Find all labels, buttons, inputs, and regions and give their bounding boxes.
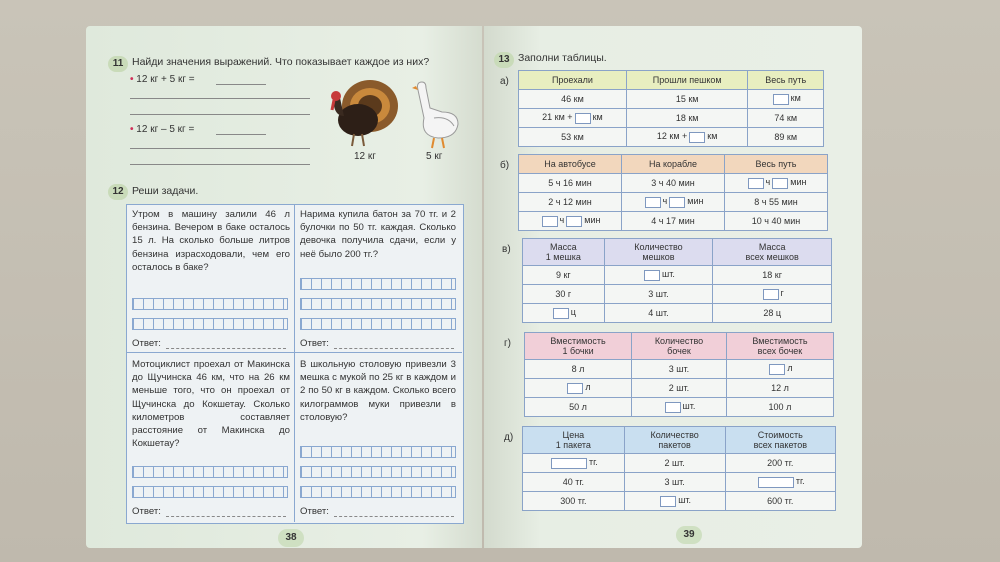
solution-grid[interactable] bbox=[132, 298, 288, 310]
answer-label: Ответ: bbox=[132, 338, 161, 349]
table-cell: 8 л bbox=[525, 360, 632, 379]
table-cell: ц bbox=[523, 304, 605, 323]
solution-grid[interactable] bbox=[300, 466, 456, 478]
solution-grid[interactable] bbox=[300, 446, 456, 458]
table-header: Количество мешков bbox=[604, 239, 713, 266]
answer-box[interactable] bbox=[542, 216, 558, 227]
task-11-number: 11 bbox=[108, 56, 128, 72]
table-header: Проехали bbox=[519, 71, 627, 90]
table-cell: тг. bbox=[523, 454, 625, 473]
table-cell: 100 л bbox=[726, 398, 833, 417]
table-cell: 89 км bbox=[748, 128, 824, 147]
table-cell: ч мин bbox=[725, 174, 828, 193]
table-cell: 40 тг. bbox=[523, 473, 625, 492]
table-cell: 74 км bbox=[748, 109, 824, 128]
answer-line[interactable] bbox=[166, 348, 286, 349]
table-cell: 12 км + км bbox=[626, 128, 748, 147]
answer-box[interactable] bbox=[553, 308, 569, 319]
solution-grid[interactable] bbox=[132, 466, 288, 478]
table-cell: 4 ч 17 мин bbox=[622, 212, 725, 231]
table-cell: г bbox=[713, 285, 832, 304]
table-cell: ч мин bbox=[622, 193, 725, 212]
table-cell: 9 кг bbox=[523, 266, 605, 285]
table-cell: 2 шт. bbox=[632, 379, 727, 398]
table-header: На автобусе bbox=[519, 155, 622, 174]
answer-box[interactable] bbox=[660, 496, 676, 507]
goose-illustration bbox=[412, 78, 462, 150]
table-header: Масса 1 мешка bbox=[523, 239, 605, 266]
answer-box[interactable] bbox=[575, 113, 591, 124]
table-cell: л bbox=[525, 379, 632, 398]
answer-line[interactable] bbox=[130, 98, 310, 99]
answer-box[interactable] bbox=[748, 178, 764, 189]
table-b-letter: б) bbox=[500, 160, 510, 171]
table-g-letter: г) bbox=[504, 338, 511, 349]
answer-line[interactable] bbox=[334, 348, 454, 349]
table-cell: 2 ч 12 мин bbox=[519, 193, 622, 212]
table-cell: км bbox=[748, 90, 824, 109]
solution-grid[interactable] bbox=[132, 486, 288, 498]
table-cell: 200 тг. bbox=[725, 454, 835, 473]
answer-box[interactable] bbox=[772, 178, 788, 189]
divider bbox=[294, 204, 295, 522]
solution-grid[interactable] bbox=[132, 318, 288, 330]
table-cell: 28 ц bbox=[713, 304, 832, 323]
answer-box[interactable] bbox=[689, 132, 705, 143]
table-cell: 8 ч 55 мин bbox=[725, 193, 828, 212]
table-cell: 4 шт. bbox=[604, 304, 713, 323]
task-12-number: 12 bbox=[108, 184, 128, 200]
table-cell: шт. bbox=[624, 492, 725, 511]
table-cell: 53 км bbox=[519, 128, 627, 147]
task-13-number: 13 bbox=[494, 52, 514, 68]
table-cell: 10 ч 40 мин bbox=[725, 212, 828, 231]
table-cell: 3 шт. bbox=[604, 285, 713, 304]
answer-box[interactable] bbox=[665, 402, 681, 413]
answer-label: Ответ: bbox=[132, 506, 161, 517]
solution-grid[interactable] bbox=[300, 298, 456, 310]
table-cell: л bbox=[726, 360, 833, 379]
page-number-right: 39 bbox=[676, 526, 702, 544]
problem-4-text: В школьную столовую привезли 3 мешка с мукой по 25 кг в каждом и 2 по 50 кг в каждом. Сколько всего килограммов муки привезли в столовую? bbox=[300, 359, 456, 423]
table-header: Количество пакетов bbox=[624, 427, 725, 454]
table-header: Цена 1 пакета bbox=[523, 427, 625, 454]
table-a bbox=[518, 70, 824, 147]
answer-box[interactable] bbox=[758, 477, 794, 488]
table-header: На корабле bbox=[622, 155, 725, 174]
answer-line[interactable] bbox=[334, 516, 454, 517]
task-11-expr2: • 12 кг – 5 кг = bbox=[130, 124, 195, 135]
table-cell: 300 тг. bbox=[523, 492, 625, 511]
answer-box[interactable] bbox=[773, 94, 789, 105]
task-11-expr1: • 12 кг + 5 кг = bbox=[130, 74, 195, 85]
task-13-title: Заполни таблицы. bbox=[518, 52, 607, 64]
left-page bbox=[86, 26, 482, 548]
table-header: Прошли пешком bbox=[626, 71, 748, 90]
table-header: Весь путь bbox=[748, 71, 824, 90]
table-header: Масса всех мешков bbox=[713, 239, 832, 266]
answer-box[interactable] bbox=[769, 364, 785, 375]
divider bbox=[126, 352, 462, 353]
answer-line[interactable] bbox=[216, 134, 266, 135]
table-cell: 3 шт. bbox=[624, 473, 725, 492]
table-cell: 30 г bbox=[523, 285, 605, 304]
problem-1-text: Утром в машину залили 46 л бензина. Вечером в баке осталось 15 л. На сколько больше литров бензина израсходовали, чем его осталось в баке? bbox=[132, 209, 290, 273]
answer-box[interactable] bbox=[644, 270, 660, 281]
answer-box[interactable] bbox=[567, 383, 583, 394]
table-v-letter: в) bbox=[502, 244, 511, 255]
answer-line[interactable] bbox=[216, 84, 266, 85]
goose-weight: 5 кг bbox=[426, 151, 443, 162]
answer-box[interactable] bbox=[566, 216, 582, 227]
table-header: Вместимость всех бочек bbox=[726, 333, 833, 360]
solution-grid[interactable] bbox=[300, 486, 456, 498]
table-cell: шт. bbox=[632, 398, 727, 417]
answer-box[interactable] bbox=[645, 197, 661, 208]
table-cell: тг. bbox=[725, 473, 835, 492]
task-12-title: Реши задачи. bbox=[132, 185, 199, 197]
answer-label: Ответ: bbox=[300, 338, 329, 349]
answer-line[interactable] bbox=[130, 148, 310, 149]
answer-box[interactable] bbox=[669, 197, 685, 208]
table-cell: 12 л bbox=[726, 379, 833, 398]
table-header: Количество бочек bbox=[632, 333, 727, 360]
answer-box[interactable] bbox=[763, 289, 779, 300]
table-cell: 18 км bbox=[626, 109, 748, 128]
problem-3-text: Мотоциклист проехал от Макинска до Щучинска 46 км, что на 26 км меньше того, что он проехал от Щучинска до Кокшетау. Сколько километров составляет расстояние от Макинска до Кокшетау? bbox=[132, 359, 290, 450]
table-cell: 3 шт. bbox=[632, 360, 727, 379]
table-cell: 46 км bbox=[519, 90, 627, 109]
answer-line[interactable] bbox=[166, 516, 286, 517]
solution-grid[interactable] bbox=[300, 278, 456, 290]
table-cell: 15 км bbox=[626, 90, 748, 109]
table-header: Весь путь bbox=[725, 155, 828, 174]
table-cell: ч мин bbox=[519, 212, 622, 231]
answer-line[interactable] bbox=[130, 164, 310, 165]
task-11-title: Найди значения выражений. Что показывает каждое из них? bbox=[132, 56, 430, 68]
answer-line[interactable] bbox=[130, 114, 310, 115]
right-page bbox=[484, 26, 862, 548]
page-number-left: 38 bbox=[278, 529, 304, 547]
table-cell: 18 кг bbox=[713, 266, 832, 285]
table-v bbox=[522, 238, 832, 323]
table-header: Стоимость всех пакетов bbox=[725, 427, 835, 454]
turkey-weight: 12 кг bbox=[354, 151, 376, 162]
table-cell: 5 ч 16 мин bbox=[519, 174, 622, 193]
table-g bbox=[524, 332, 834, 417]
turkey-illustration bbox=[322, 76, 402, 151]
table-cell: 3 ч 40 мин bbox=[622, 174, 725, 193]
table-cell: 2 шт. bbox=[624, 454, 725, 473]
solution-grid[interactable] bbox=[300, 318, 456, 330]
answer-label: Ответ: bbox=[300, 506, 329, 517]
table-cell: 600 тг. bbox=[725, 492, 835, 511]
table-header: Вместимость 1 бочки bbox=[525, 333, 632, 360]
table-cell: шт. bbox=[604, 266, 713, 285]
table-cell: 50 л bbox=[525, 398, 632, 417]
answer-box[interactable] bbox=[551, 458, 587, 469]
table-cell: 21 км + км bbox=[519, 109, 627, 128]
table-d bbox=[522, 426, 836, 511]
problem-2-text: Нарима купила батон за 70 тг. и 2 булочки по 50 тг. каждая. Сколько девочка получила сдачи, если у неё было 200 тг.? bbox=[300, 209, 456, 260]
table-d-letter: д) bbox=[504, 432, 514, 443]
table-a-letter: а) bbox=[500, 76, 509, 87]
table-b bbox=[518, 154, 828, 231]
